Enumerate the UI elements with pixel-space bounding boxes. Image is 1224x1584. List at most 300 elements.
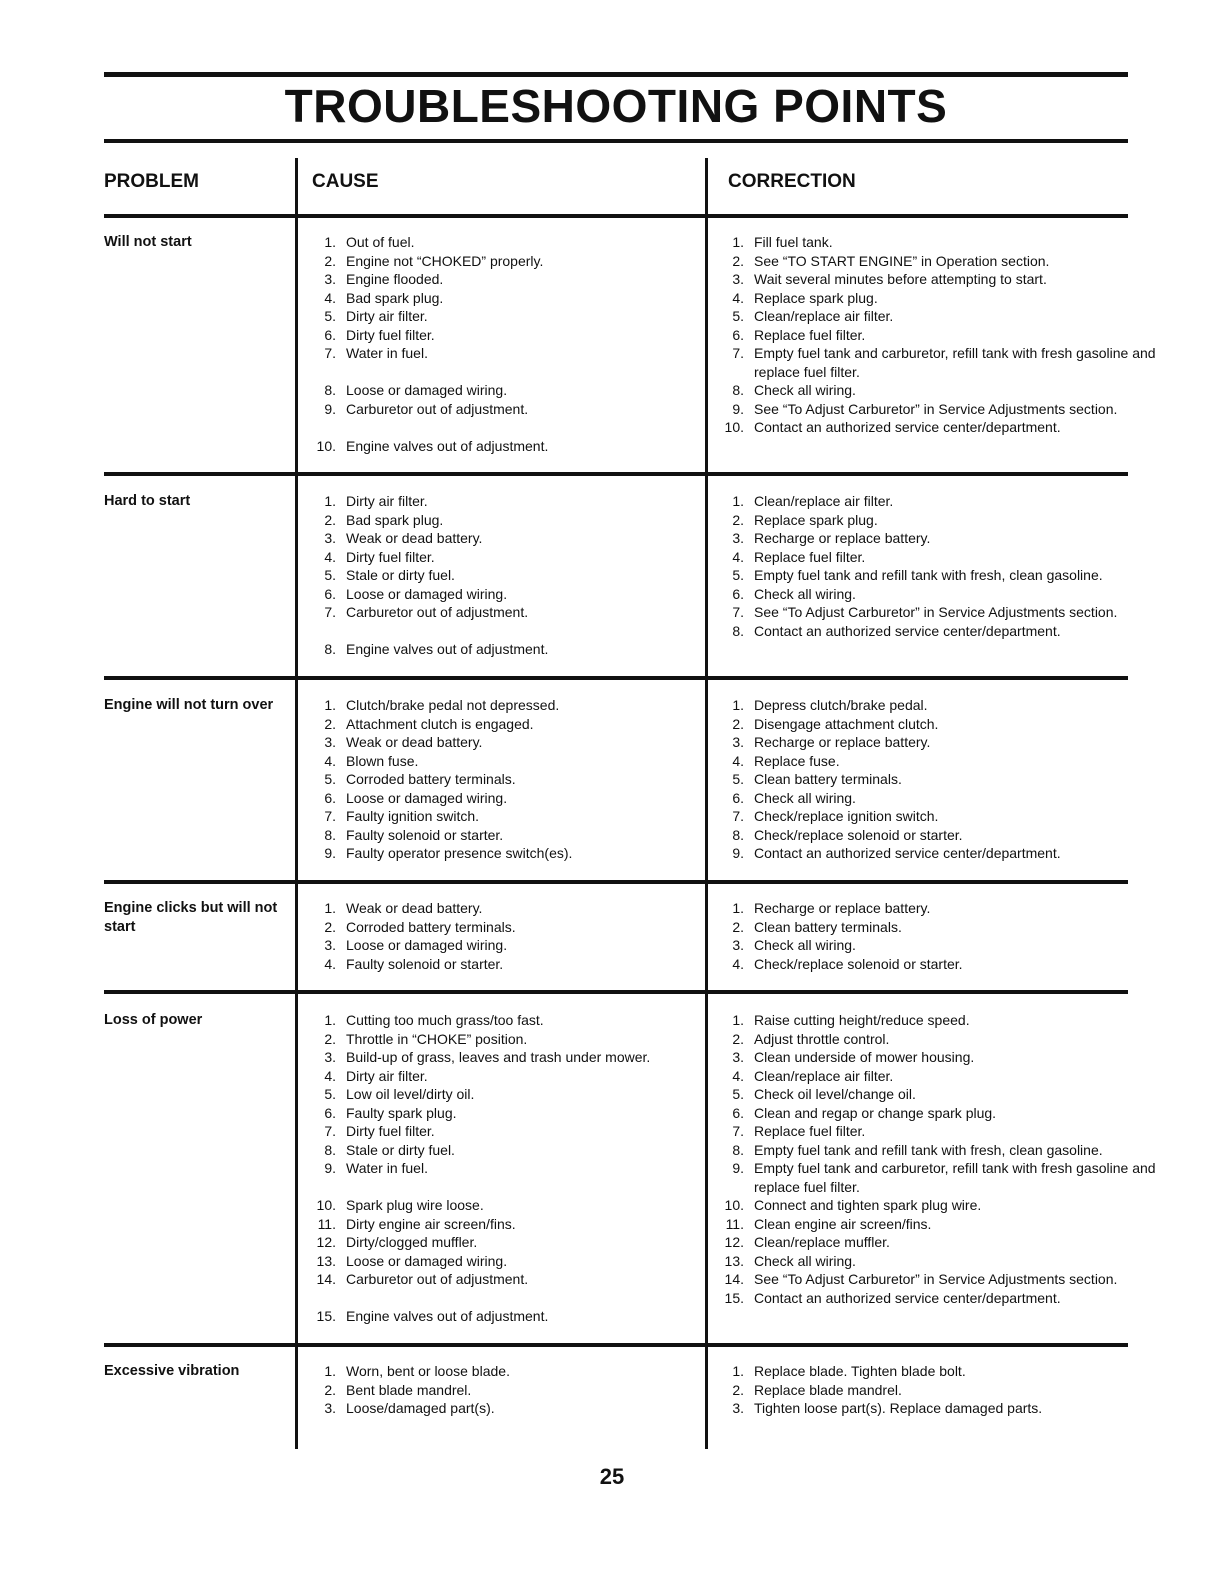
item-number: 5. — [732, 567, 744, 583]
correction-item — [716, 770, 1156, 789]
cause-item — [308, 529, 698, 548]
correction-item — [716, 1289, 1156, 1308]
item-number: 1. — [732, 234, 744, 250]
item-text: Check/replace solenoid or starter. — [754, 826, 963, 843]
item-number: 5. — [324, 308, 336, 324]
correction-item — [716, 844, 1156, 863]
cause-item — [308, 1362, 698, 1381]
item-text: Engine flooded. — [346, 271, 444, 287]
correction-item — [716, 826, 1156, 845]
item-text: Check all wiring. — [754, 1252, 856, 1269]
correction-item — [716, 1252, 1156, 1271]
item-number: 8. — [324, 826, 336, 843]
cause-item — [308, 696, 698, 715]
cause-item — [308, 1067, 698, 1086]
cause-item — [308, 400, 698, 437]
item-text: Clean and regap or change spark plug. — [754, 1104, 997, 1121]
cause-item — [308, 437, 698, 456]
correction-item — [716, 344, 1156, 381]
correction-item — [716, 1141, 1156, 1160]
item-number: 3. — [324, 530, 336, 546]
item-number: 9. — [732, 845, 744, 861]
section-divider — [104, 676, 1128, 680]
correction-item — [716, 1159, 1156, 1196]
item-text: Replace fuel filter. — [754, 1123, 866, 1139]
correction-item — [716, 752, 1156, 771]
item-text: Carburetor out of adjustment. — [346, 604, 529, 620]
item-number: 1. — [324, 900, 336, 916]
item-text: Check all wiring. — [754, 789, 856, 806]
cause-item — [308, 326, 698, 345]
item-text: Worn, bent or loose blade. — [346, 1363, 510, 1379]
correction-item — [716, 955, 1156, 974]
item-number: 2. — [324, 1030, 336, 1047]
item-text: Corroded battery terminals. — [346, 771, 516, 787]
correction-item — [716, 289, 1156, 308]
correction-item — [716, 1233, 1156, 1252]
item-text: Empty fuel tank and carburetor, refill tank with fresh gasoline and replace fuel filter. — [754, 345, 1156, 380]
item-text: Replace fuel filter. — [754, 326, 866, 343]
item-number: 12. — [724, 1234, 744, 1250]
item-number: 2. — [732, 511, 744, 528]
correction-item — [716, 585, 1156, 604]
correction-item — [716, 1048, 1156, 1067]
item-number: 5. — [324, 567, 336, 583]
item-number: 9. — [732, 1160, 744, 1176]
item-number: 5. — [732, 1086, 744, 1102]
item-text: Weak or dead battery. — [346, 734, 483, 750]
cause-item — [308, 492, 698, 511]
correction-list — [716, 233, 1156, 437]
cause-item — [308, 1270, 698, 1307]
correction-item — [716, 1362, 1156, 1381]
column-divider-right — [705, 158, 708, 1449]
cause-item — [308, 733, 698, 752]
item-text: Faulty spark plug. — [346, 1104, 457, 1121]
cause-item — [308, 566, 698, 585]
item-text: Disengage attachment clutch. — [754, 715, 939, 732]
correction-item — [716, 418, 1156, 437]
item-number: 13. — [316, 1252, 336, 1269]
item-number: 2. — [732, 1030, 744, 1047]
item-text: Engine valves out of adjustment. — [346, 437, 549, 454]
item-text: Dirty air filter. — [346, 308, 428, 324]
item-number: 2. — [324, 1381, 336, 1398]
item-text: Corroded battery terminals. — [346, 918, 516, 935]
title-bottom-rule — [104, 139, 1128, 143]
section-divider — [104, 214, 1128, 218]
item-text: Contact an authorized service center/department. — [754, 845, 1061, 861]
cause-item — [308, 1215, 698, 1234]
item-number: 4. — [324, 289, 336, 306]
problem-label: Loss of power — [104, 1012, 203, 1028]
cause-item — [308, 270, 698, 289]
item-text: Replace blade. Tighten blade bolt. — [754, 1363, 966, 1379]
correction-item — [716, 1011, 1156, 1030]
item-number: 2. — [324, 511, 336, 528]
item-text: Check all wiring. — [754, 937, 856, 953]
item-text: Replace blade mandrel. — [754, 1381, 902, 1398]
item-number: 3. — [324, 1400, 336, 1416]
item-text: Blown fuse. — [346, 752, 419, 769]
page-title: TROUBLESHOOTING POINTS — [284, 80, 948, 132]
item-text: Low oil level/dirty oil. — [346, 1086, 475, 1102]
item-number: 2. — [732, 918, 744, 935]
cause-item — [308, 307, 698, 326]
problem-label: Will not start — [104, 234, 192, 250]
item-number: 8. — [732, 826, 744, 843]
item-number: 3. — [324, 271, 336, 287]
correction-item — [716, 270, 1156, 289]
item-text: Bent blade mandrel. — [346, 1381, 472, 1398]
item-text: Throttle in “CHOKE” position. — [346, 1030, 528, 1047]
item-number: 15. — [724, 1289, 744, 1306]
cause-item — [308, 1381, 698, 1400]
item-text: Carburetor out of adjustment. — [346, 1271, 529, 1287]
item-text: Dirty fuel filter. — [346, 326, 435, 343]
item-number: 3. — [732, 530, 744, 546]
item-text: Tighten loose part(s). Replace damaged parts. — [754, 1400, 1043, 1416]
item-text: Replace fuse. — [754, 752, 840, 769]
item-number: 6. — [324, 1104, 336, 1121]
item-number: 6. — [324, 789, 336, 806]
item-text: Cutting too much grass/too fast. — [346, 1012, 544, 1028]
cause-item — [308, 826, 698, 845]
correction-item — [716, 529, 1156, 548]
item-text: Water in fuel. — [346, 1160, 428, 1176]
item-text: Contact an authorized service center/department. — [754, 1289, 1061, 1306]
item-text: Clean/replace muffler. — [754, 1234, 890, 1250]
item-number: 2. — [732, 715, 744, 732]
item-number: 1. — [732, 1012, 744, 1028]
item-text: Loose or damaged wiring. — [346, 382, 508, 398]
item-text: See “To Adjust Carburetor” in Service Adjustments section. — [754, 604, 1118, 620]
item-number: 1. — [732, 697, 744, 713]
item-text: Dirty/clogged muffler. — [346, 1234, 478, 1250]
item-text: Loose/damaged part(s). — [346, 1400, 495, 1416]
item-number: 8. — [732, 622, 744, 639]
item-number: 1. — [732, 493, 744, 509]
correction-item — [716, 807, 1156, 826]
item-text: Connect and tighten spark plug wire. — [754, 1197, 982, 1213]
correction-list — [716, 1011, 1156, 1307]
item-text: Weak or dead battery. — [346, 900, 483, 916]
cause-item — [308, 1122, 698, 1141]
item-number: 3. — [324, 937, 336, 953]
item-number: 1. — [324, 234, 336, 250]
cause-item — [308, 548, 698, 567]
cause-item — [308, 955, 698, 974]
item-text: Dirty fuel filter. — [346, 1123, 435, 1139]
item-text: See “TO START ENGINE” in Operation section. — [754, 252, 1050, 269]
correction-item — [716, 622, 1156, 641]
item-text: Bad spark plug. — [346, 511, 444, 528]
item-number: 6. — [324, 585, 336, 602]
item-number: 1. — [324, 493, 336, 509]
item-text: Dirty engine air screen/fins. — [346, 1215, 516, 1232]
item-text: Contact an authorized service center/department. — [754, 419, 1061, 435]
item-number: 4. — [732, 955, 744, 972]
item-text: Clean underside of mower housing. — [754, 1049, 975, 1065]
item-text: Out of fuel. — [346, 234, 415, 250]
correction-item — [716, 326, 1156, 345]
item-number: 5. — [732, 308, 744, 324]
title-top-rule — [104, 72, 1128, 77]
problem-label: Excessive vibration — [104, 1363, 240, 1379]
item-number: 9. — [324, 400, 336, 417]
item-number: 4. — [324, 955, 336, 972]
item-text: Loose or damaged wiring. — [346, 789, 508, 806]
item-text: Build-up of grass, leaves and trash under mower. — [346, 1049, 651, 1065]
item-text: Loose or damaged wiring. — [346, 1252, 508, 1269]
item-number: 5. — [324, 1086, 336, 1102]
item-number: 3. — [324, 734, 336, 750]
item-text: Replace fuel filter. — [754, 548, 866, 565]
problem-label: Hard to start — [104, 493, 191, 509]
correction-item — [716, 511, 1156, 530]
item-text: Carburetor out of adjustment. — [346, 400, 529, 417]
item-text: Recharge or replace battery. — [754, 900, 931, 916]
item-text: Check all wiring. — [754, 585, 856, 602]
section-divider — [104, 472, 1128, 476]
correction-item — [716, 936, 1156, 955]
item-text: Stale or dirty fuel. — [346, 1141, 455, 1158]
item-text: Clean battery terminals. — [754, 918, 902, 935]
item-text: Dirty air filter. — [346, 1067, 428, 1084]
item-text: Clean/replace air filter. — [754, 308, 894, 324]
item-number: 8. — [324, 1141, 336, 1158]
correction-item — [716, 918, 1156, 937]
item-number: 5. — [324, 771, 336, 787]
item-number: 11. — [317, 1215, 336, 1232]
item-number: 2. — [732, 252, 744, 269]
item-text: Loose or damaged wiring. — [346, 937, 508, 953]
cause-item — [308, 807, 698, 826]
problem-label: Engine clicks but will not start — [104, 900, 278, 935]
correction-item — [716, 1215, 1156, 1234]
cause-item — [308, 1307, 698, 1326]
item-number: 5. — [732, 771, 744, 787]
item-number: 3. — [732, 271, 744, 287]
item-number: 1. — [324, 1363, 336, 1379]
cause-item — [308, 289, 698, 308]
cause-item — [308, 585, 698, 604]
cause-item — [308, 1233, 698, 1252]
cause-item — [308, 603, 698, 640]
cause-item — [308, 789, 698, 808]
item-number: 7. — [324, 604, 336, 620]
cause-item — [308, 715, 698, 734]
section-divider — [104, 1343, 1128, 1347]
item-text: Stale or dirty fuel. — [346, 567, 455, 583]
item-number: 7. — [732, 345, 744, 361]
correction-item — [716, 1030, 1156, 1049]
header-correction: CORRECTION — [728, 171, 856, 192]
section-divider — [104, 880, 1128, 884]
correction-list — [716, 899, 1156, 973]
page-number: 25 — [599, 1464, 625, 1489]
item-number: 4. — [324, 752, 336, 769]
item-text: Faulty solenoid or starter. — [346, 955, 504, 972]
cause-item — [308, 1141, 698, 1160]
correction-item — [716, 1270, 1156, 1289]
item-number: 7. — [732, 1123, 744, 1139]
item-text: Check/replace ignition switch. — [754, 808, 939, 824]
item-number: 8. — [732, 382, 744, 398]
cause-item — [308, 752, 698, 771]
item-number: 14. — [316, 1271, 336, 1287]
item-number: 6. — [732, 326, 744, 343]
cause-item — [308, 233, 698, 252]
cause-item — [308, 1196, 698, 1215]
correction-item — [716, 1196, 1156, 1215]
item-number: 1. — [732, 1363, 744, 1379]
item-number: 12. — [316, 1234, 336, 1250]
item-text: Check/replace solenoid or starter. — [754, 955, 963, 972]
cause-item — [308, 1159, 698, 1196]
correction-item — [716, 1399, 1156, 1418]
item-text: Spark plug wire loose. — [346, 1197, 484, 1213]
item-text: Replace spark plug. — [754, 289, 878, 306]
cause-item — [308, 1085, 698, 1104]
item-text: Fill fuel tank. — [754, 234, 833, 250]
cause-item — [308, 640, 698, 659]
correction-item — [716, 233, 1156, 252]
correction-item — [716, 789, 1156, 808]
item-text: Recharge or replace battery. — [754, 734, 931, 750]
cause-item — [308, 899, 698, 918]
item-number: 4. — [732, 1067, 744, 1084]
correction-item — [716, 603, 1156, 622]
item-number: 11. — [725, 1215, 744, 1232]
item-number: 15. — [316, 1308, 336, 1324]
correction-item — [716, 492, 1156, 511]
item-text: Bad spark plug. — [346, 289, 444, 306]
correction-item — [716, 899, 1156, 918]
item-number: 3. — [732, 1049, 744, 1065]
correction-item — [716, 696, 1156, 715]
cause-list — [308, 1362, 698, 1418]
cause-list — [308, 1011, 698, 1326]
item-text: Dirty fuel filter. — [346, 548, 435, 565]
item-text: Water in fuel. — [346, 345, 428, 361]
cause-item — [308, 344, 698, 381]
item-text: Loose or damaged wiring. — [346, 585, 508, 602]
cause-item — [308, 936, 698, 955]
header-problem: PROBLEM — [104, 171, 199, 192]
correction-item — [716, 1122, 1156, 1141]
item-text: Raise cutting height/reduce speed. — [754, 1012, 970, 1028]
item-text: Clutch/brake pedal not depressed. — [346, 697, 560, 713]
cause-item — [308, 1252, 698, 1271]
correction-item — [716, 252, 1156, 271]
item-text: Clean/replace air filter. — [754, 493, 894, 509]
item-text: Clean battery terminals. — [754, 771, 902, 787]
item-number: 7. — [324, 808, 336, 824]
item-number: 4. — [732, 752, 744, 769]
item-text: Contact an authorized service center/department. — [754, 622, 1061, 639]
cause-list — [308, 233, 698, 455]
item-number: 10. — [724, 1197, 744, 1213]
item-number: 7. — [324, 1123, 336, 1139]
item-number: 3. — [732, 937, 744, 953]
correction-item — [716, 566, 1156, 585]
cause-item — [308, 918, 698, 937]
item-number: 9. — [324, 845, 336, 861]
cause-item — [308, 381, 698, 400]
cause-item — [308, 1048, 698, 1067]
item-number: 2. — [324, 252, 336, 269]
cause-list — [308, 899, 698, 973]
item-text: Faulty ignition switch. — [346, 808, 480, 824]
item-number: 8. — [732, 1141, 744, 1158]
item-text: Clean/replace air filter. — [754, 1067, 894, 1084]
cause-item — [308, 844, 698, 863]
item-number: 8. — [324, 382, 336, 398]
correction-item — [716, 548, 1156, 567]
item-text: Wait several minutes before attempting to start. — [754, 271, 1047, 287]
item-number: 9. — [324, 1160, 336, 1176]
item-text: See “To Adjust Carburetor” in Service Adjustments section. — [754, 400, 1118, 417]
item-text: Engine valves out of adjustment. — [346, 641, 549, 657]
correction-item — [716, 381, 1156, 400]
item-text: Faulty operator presence switch(es). — [346, 845, 573, 861]
item-text: Clean engine air screen/fins. — [754, 1215, 932, 1232]
item-text: Empty fuel tank and refill tank with fresh, clean gasoline. — [754, 567, 1103, 583]
item-text: Weak or dead battery. — [346, 530, 483, 546]
correction-item — [716, 400, 1156, 419]
item-text: Engine valves out of adjustment. — [346, 1308, 549, 1324]
item-text: Depress clutch/brake pedal. — [754, 697, 928, 713]
item-number: 10. — [724, 419, 744, 435]
item-number: 7. — [732, 604, 744, 620]
item-number: 1. — [324, 1012, 336, 1028]
item-text: See “To Adjust Carburetor” in Service Adjustments section. — [754, 1271, 1118, 1287]
cause-list — [308, 492, 698, 659]
cause-item — [308, 252, 698, 271]
item-number: 4. — [324, 548, 336, 565]
cause-list — [308, 696, 698, 863]
item-number: 10. — [316, 437, 336, 454]
item-number: 3. — [732, 734, 744, 750]
item-number: 13. — [724, 1252, 744, 1269]
item-text: Attachment clutch is engaged. — [346, 715, 534, 732]
item-text: Empty fuel tank and carburetor, refill tank with fresh gasoline and replace fuel filter. — [754, 1160, 1156, 1195]
cause-item — [308, 1104, 698, 1123]
header-cause: CAUSE — [312, 171, 379, 192]
cause-item — [308, 511, 698, 530]
item-number: 3. — [324, 1049, 336, 1065]
section-divider — [104, 990, 1128, 994]
correction-item — [716, 1104, 1156, 1123]
item-number: 9. — [732, 400, 744, 417]
item-number: 2. — [324, 715, 336, 732]
item-number: 14. — [724, 1271, 744, 1287]
problem-label: Engine will not turn over — [104, 697, 274, 713]
cause-item — [308, 1399, 698, 1418]
item-text: Check all wiring. — [754, 382, 856, 398]
item-number: 4. — [732, 548, 744, 565]
correction-list — [716, 696, 1156, 863]
correction-item — [716, 1067, 1156, 1086]
item-number: 7. — [324, 345, 336, 361]
item-number: 1. — [324, 697, 336, 713]
item-number: 2. — [732, 1381, 744, 1398]
item-number: 4. — [324, 1067, 336, 1084]
item-text: Replace spark plug. — [754, 511, 878, 528]
item-number: 6. — [732, 789, 744, 806]
item-number: 6. — [732, 585, 744, 602]
